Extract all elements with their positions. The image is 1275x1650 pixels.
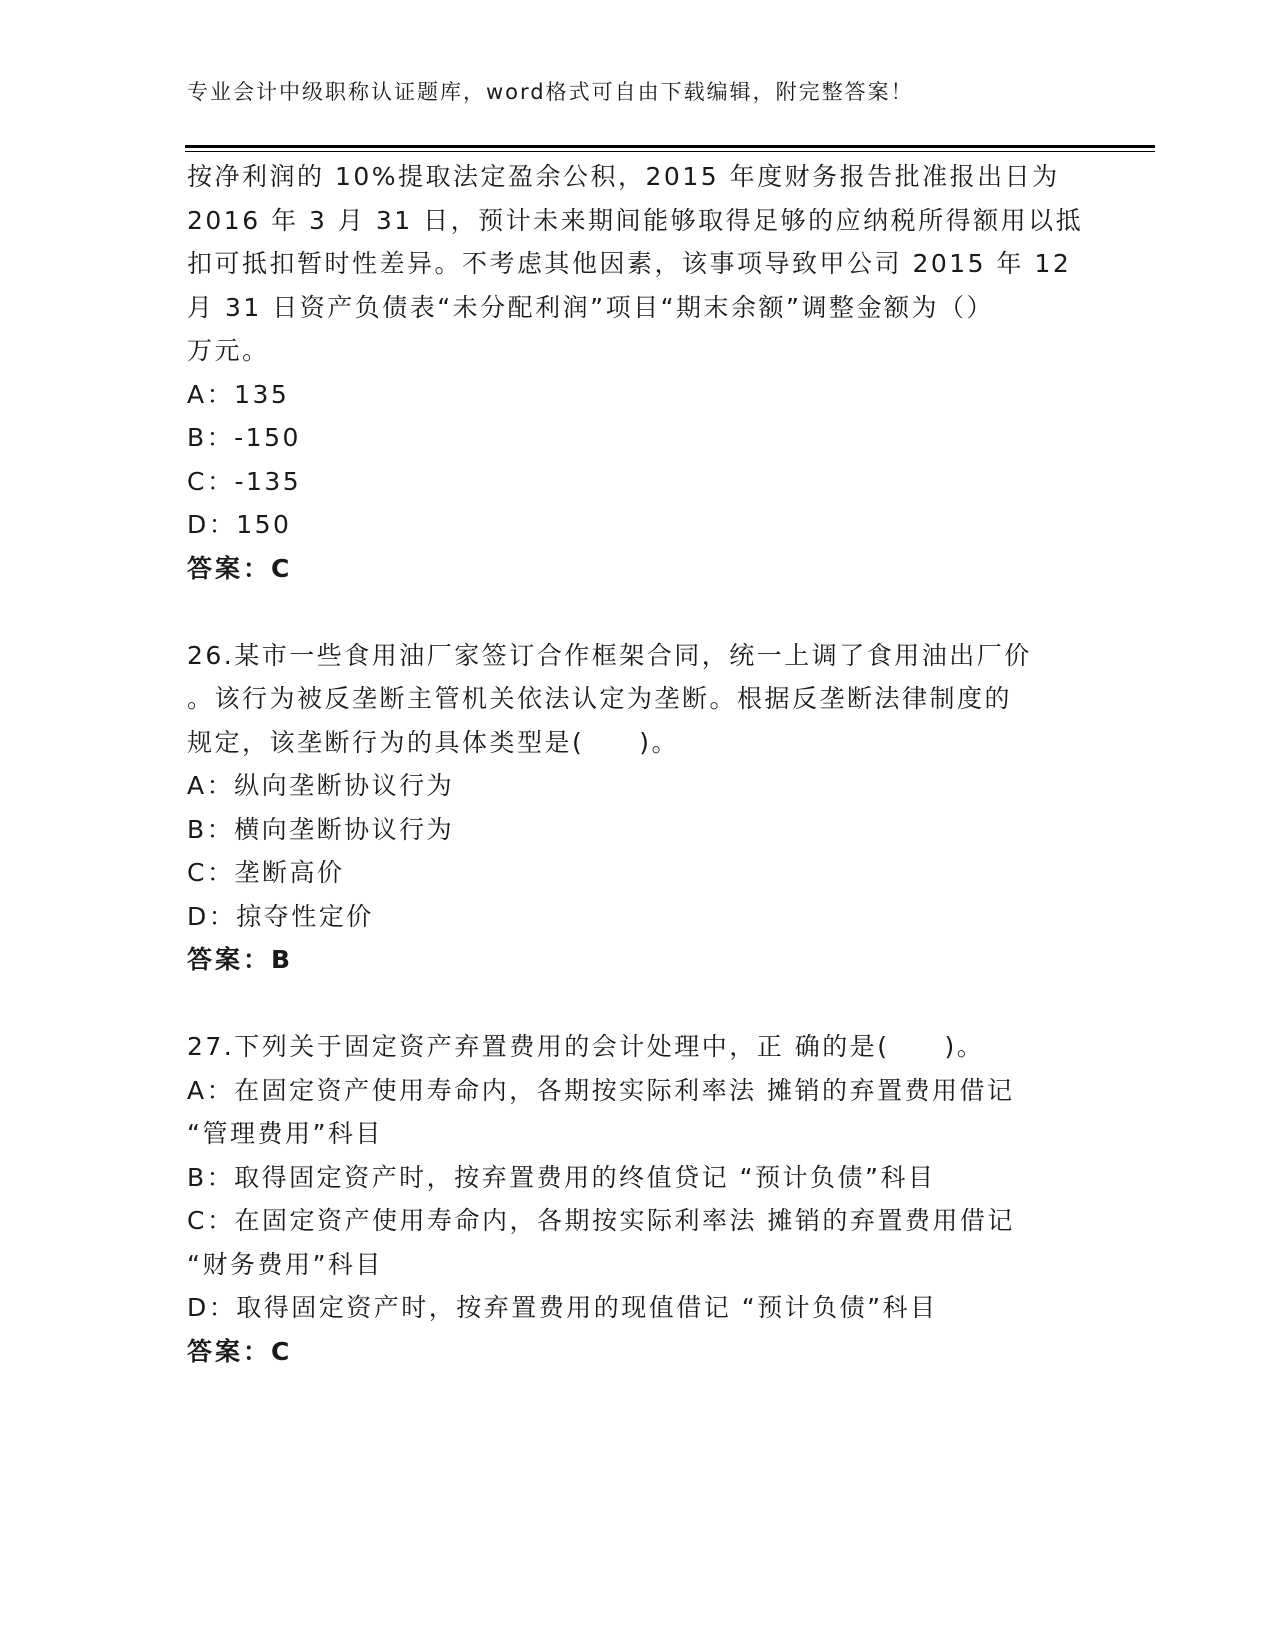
- question-26-option-c: C：垄断高价: [187, 858, 345, 887]
- question-26-option-d: D：掠夺性定价: [187, 902, 374, 931]
- question-25-option-b: B：-150: [187, 423, 301, 452]
- question-27-option-c-cont: “财务费用”科目: [187, 1250, 383, 1279]
- question-25-option-a: A：135: [187, 380, 290, 409]
- question-27-option-a-cont: “管理费用”科目: [187, 1119, 383, 1148]
- question-26-answer: 答案：B: [187, 945, 294, 974]
- question-26-option-a: A：纵向垄断协议行为: [187, 771, 455, 800]
- question-26-line: 26.某市一些食用油厂家签订合作框架合同，统一上调了食用油出厂价: [187, 641, 1032, 670]
- question-26-option-b: B：横向垄断协议行为: [187, 815, 455, 844]
- question-25-line: 扣可抵扣暂时性差异。不考虑其他因素，该事项导致甲公司 2015 年 12: [187, 249, 1072, 278]
- question-27-option-d: D：取得固定资产时，按弃置费用的现值借记 “预计负债”科目: [187, 1293, 938, 1322]
- question-25-answer: 答案：C: [187, 554, 293, 583]
- page-header: 专业会计中级职称认证题库，word格式可自由下载编辑，附完整答案！: [187, 80, 914, 104]
- question-26-line: 。该行为被反垄断主管机关依法认定为垄断。根据反垄断法律制度的: [187, 684, 1013, 713]
- question-27-option-c: C：在固定资产使用寿命内，各期按实际利率法 摊销的弃置费用借记: [187, 1206, 1015, 1235]
- question-27-option-a: A：在固定资产使用寿命内，各期按实际利率法 摊销的弃置费用借记: [187, 1076, 1015, 1105]
- header-rule-thick: [185, 145, 1155, 148]
- question-25-option-c: C：-135: [187, 467, 302, 496]
- question-25-option-d: D：150: [187, 510, 292, 539]
- question-26-line: 规定，该垄断行为的具体类型是( )。: [187, 728, 680, 757]
- question-25-line: 万元。: [187, 336, 270, 365]
- question-25-line: 按净利润的 10%提取法定盈余公积，2015 年度财务报告批准报出日为: [187, 162, 1060, 191]
- header-rule-thin: [185, 151, 1155, 152]
- question-27-answer: 答案：C: [187, 1337, 293, 1366]
- question-27-line: 27.下列关于固定资产弃置费用的会计处理中，正 确的是( )。: [187, 1032, 985, 1061]
- question-27-option-b: B：取得固定资产时，按弃置费用的终值贷记 “预计负债”科目: [187, 1163, 936, 1192]
- question-25-line: 月 31 日资产负债表“未分配利润”项目“期末余额”调整金额为（）: [187, 293, 995, 322]
- question-25-line: 2016 年 3 月 31 日，预计未来期间能够取得足够的应纳税所得额用以抵: [187, 206, 1084, 235]
